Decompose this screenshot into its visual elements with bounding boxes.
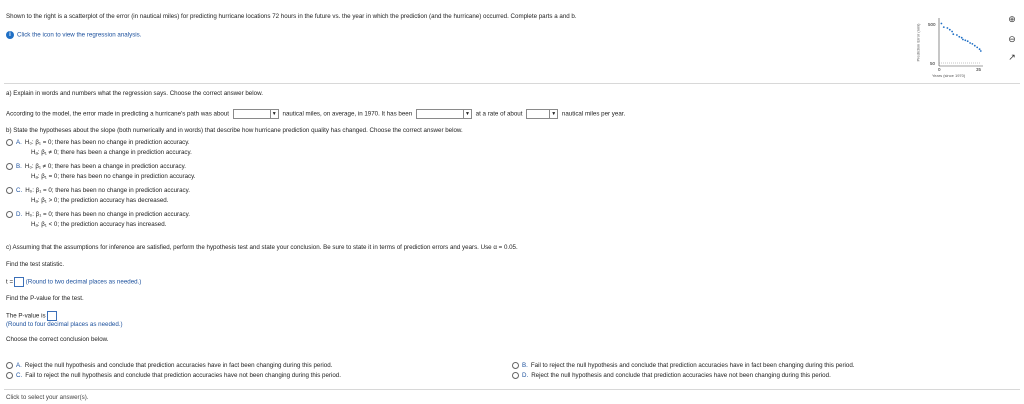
zoom-in-icon[interactable]: ⊕ [1008, 14, 1016, 24]
scatter-point [969, 42, 971, 44]
zoom-out-icon[interactable]: ⊖ [1008, 34, 1016, 44]
scatter-point [979, 48, 981, 50]
scatter-point [947, 27, 949, 29]
part-b-option-b-ha: Hₐ: β₁ = 0; there has been no change in prediction accuracy. [31, 173, 196, 180]
part-b-option-c[interactable]: C. H₀: β₁ = 0; there has been no change in prediction accuracy. [6, 187, 190, 194]
part-a-question: a) Explain in words and numbers what the regression says. Choose the correct answer below. [6, 90, 263, 97]
part-b-option-a[interactable]: A. H₀: β₁ = 0; there has been no change in prediction accuracy. [6, 139, 190, 146]
scatter-point [980, 50, 982, 52]
find-p-value: Find the P-value for the test. [6, 295, 84, 302]
mini-xtick-right: 35 [976, 67, 982, 72]
scatter-point [956, 34, 958, 36]
rate-dropdown[interactable] [526, 109, 558, 119]
t-hint: (Round to two decimal places as needed.) [25, 278, 142, 286]
t-row [6, 277, 141, 287]
scatter-point [949, 29, 951, 31]
t-label: t = [6, 278, 14, 286]
footer-divider [4, 389, 1020, 390]
chevron-down-icon: ▼ [463, 110, 471, 118]
scatter-point [962, 39, 964, 41]
p-hint: (Round to four decimal places as needed.) [6, 321, 123, 328]
conclusion-option-c[interactable]: C. Fail to reject the null hypothesis and conclude that prediction accuracies have not been changing during this period. [6, 372, 341, 379]
conclusion-option-b[interactable]: B. Fail to reject the null hypothesis and conclude that prediction accuracies have in fact been changing during this period. [512, 362, 855, 369]
intro-text: Shown to the right is a scatterplot of the error (in nautical miles) for predicting hurricane locations 72 hours in the future vs. the year in which the prediction (and the hurricane) occurred. Complete parts a and b. [6, 13, 577, 20]
radio-button[interactable] [6, 163, 13, 170]
part-b-option-c-ha: Hₐ: β₁ > 0; the prediction accuracy has decreased. [31, 197, 169, 204]
divider [4, 83, 1020, 84]
mini-scatterplot [915, 14, 985, 80]
part-a-text-2: nautical miles, on average, in 1970. It has been [282, 110, 413, 118]
scatter-point [943, 26, 945, 28]
scatter-point [974, 45, 976, 47]
t-input[interactable] [14, 277, 24, 287]
part-b-option-d[interactable]: D. H₀: β₁ = 0; there has been no change in prediction accuracy. [6, 211, 190, 218]
p-label: The P-value is [6, 312, 46, 320]
scatter-point [964, 39, 966, 41]
mini-xlabel: Years (since 1970) [932, 73, 966, 78]
intercept-dropdown[interactable] [233, 109, 279, 119]
direction-dropdown[interactable] [416, 109, 472, 119]
scatter-point [952, 33, 954, 35]
scatter-point [967, 40, 969, 42]
info-link-row[interactable] [6, 31, 142, 39]
p-input[interactable] [47, 311, 57, 321]
chevron-down-icon: ▼ [549, 110, 557, 118]
radio-button[interactable] [512, 362, 519, 369]
radio-button[interactable] [6, 211, 13, 218]
conclusion-option-a[interactable]: A. Reject the null hypothesis and conclude that prediction accuracies have in fact been changing during this period. [6, 362, 332, 369]
info-icon[interactable]: i [6, 31, 14, 39]
part-a-text-3: at a rate of about [475, 110, 523, 118]
find-test-statistic: Find the test statistic. [6, 261, 65, 268]
scatter-point [958, 36, 960, 38]
p-row [6, 311, 57, 321]
info-link-text[interactable]: Click the icon to view the regression analysis. [17, 31, 142, 39]
radio-button[interactable] [6, 139, 13, 146]
mini-ytick-top: 500 [928, 22, 936, 27]
part-b-option-d-ha: Hₐ: β₁ < 0; the prediction accuracy has increased. [31, 221, 167, 228]
popout-icon[interactable]: ↗ [1008, 52, 1016, 62]
part-b-question: b) State the hypotheses about the slope (both numerically and in words) that describe how hurricane prediction quality has changed. Choose the correct answer below. [6, 127, 463, 134]
conclusion-question: Choose the correct conclusion below. [6, 336, 109, 343]
footer-status: Click to select your answer(s). [6, 394, 89, 401]
mini-ytick-bottom: 50 [930, 61, 936, 66]
scatter-point [976, 47, 978, 49]
scatter-point [961, 37, 963, 39]
part-a-text-4: nautical miles per year. [561, 110, 626, 118]
part-b-option-b[interactable]: B. H₀: β₁ ≠ 0; there has been a change in prediction accuracy. [6, 163, 186, 170]
part-b-option-a-ha: Hₐ: β₁ ≠ 0; there has been a change in prediction accuracy. [31, 149, 192, 156]
radio-button[interactable] [6, 362, 13, 369]
radio-button[interactable] [6, 372, 13, 379]
scatter-point [941, 23, 943, 25]
part-a-text-1: According to the model, the error made in predicting a hurricane's path was about [6, 110, 230, 118]
conclusion-option-d[interactable]: D. Reject the null hypothesis and conclude that prediction accuracies have not been changing during this period. [512, 372, 831, 379]
mini-ylabel: Prediction Error (nmi) [915, 23, 921, 62]
scatter-point [951, 31, 953, 33]
radio-button[interactable] [6, 187, 13, 194]
part-c-question: c) Assuming that the assumptions for inference are satisfied, perform the hypothesis test and state your conclusion. Be sure to state it in terms of prediction errors and years. Use α = 0.05. [6, 244, 518, 251]
chevron-down-icon: ▼ [270, 110, 278, 118]
part-a-sentence [6, 109, 625, 119]
mini-xtick-left: 0 [938, 67, 941, 72]
radio-button[interactable] [512, 372, 519, 379]
scatter-point [972, 43, 974, 45]
